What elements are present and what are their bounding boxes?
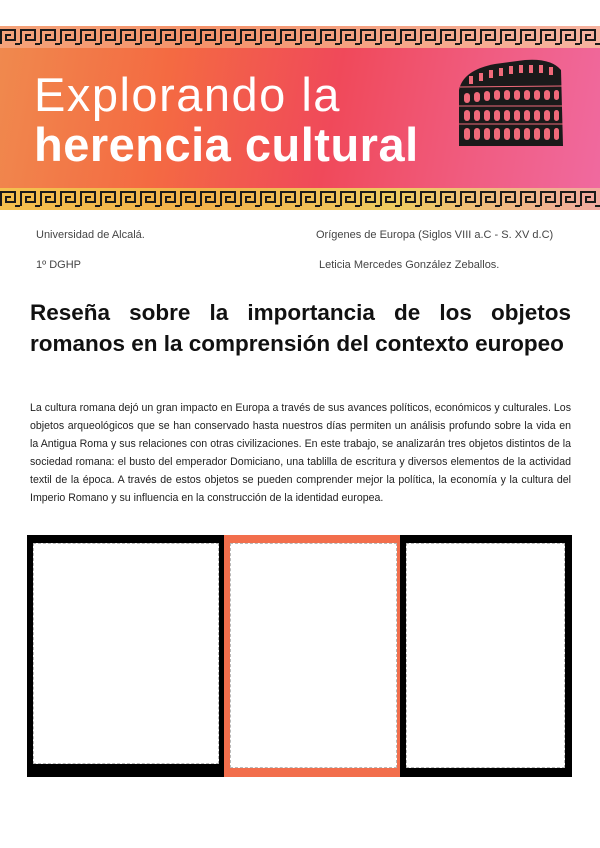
colosseum-icon [455,56,567,152]
image-placeholder-2 [230,543,397,768]
meta-course: Orígenes de Europa (Siglos VIII a.C - S. XV d.C) [316,229,554,241]
greek-key-border-bottom [0,188,600,210]
image-frame-1 [27,535,224,777]
meta-author: Leticia Mercedes González Zeballos. [319,259,500,271]
image-frame-3 [400,535,572,777]
banner-title [34,70,419,170]
title-line-1: Explorando la [34,68,341,121]
document-heading: Reseña sobre la importancia de los objetos romanos en la comprensión del contexto europeo [30,300,571,356]
intro-paragraph: La cultura romana dejó un gran impacto en Europa a través de sus avances políticos, económicos y culturales. Los objetos arqueológicos que se han conservado hasta nuestros días permiten un análisis profundo sobre la vida en la Antigua Roma y sus relaciones con otras civilizaciones. En este trabajo, se analizarán tres objetos distintos de la sociedad romana: el busto del emperador Domiciano, una tablilla de escritura y diversos elementos de la actividad textil de la época. A través de estos objetos se pueden comprender mejor la política, la economía y la cultura del Imperio Romano y su influencia en la construcción de la identidad europea. [30,402,571,504]
meta-group: 1º DGHP [36,259,81,271]
image-placeholder-3 [406,543,565,768]
image-placeholder-1 [33,543,219,764]
meta-university: Universidad de Alcalá. [36,229,145,241]
greek-key-border-top [0,26,600,48]
header-banner [0,26,600,210]
image-frame-2 [224,535,400,777]
title-line-2: herencia cultural [34,118,419,171]
